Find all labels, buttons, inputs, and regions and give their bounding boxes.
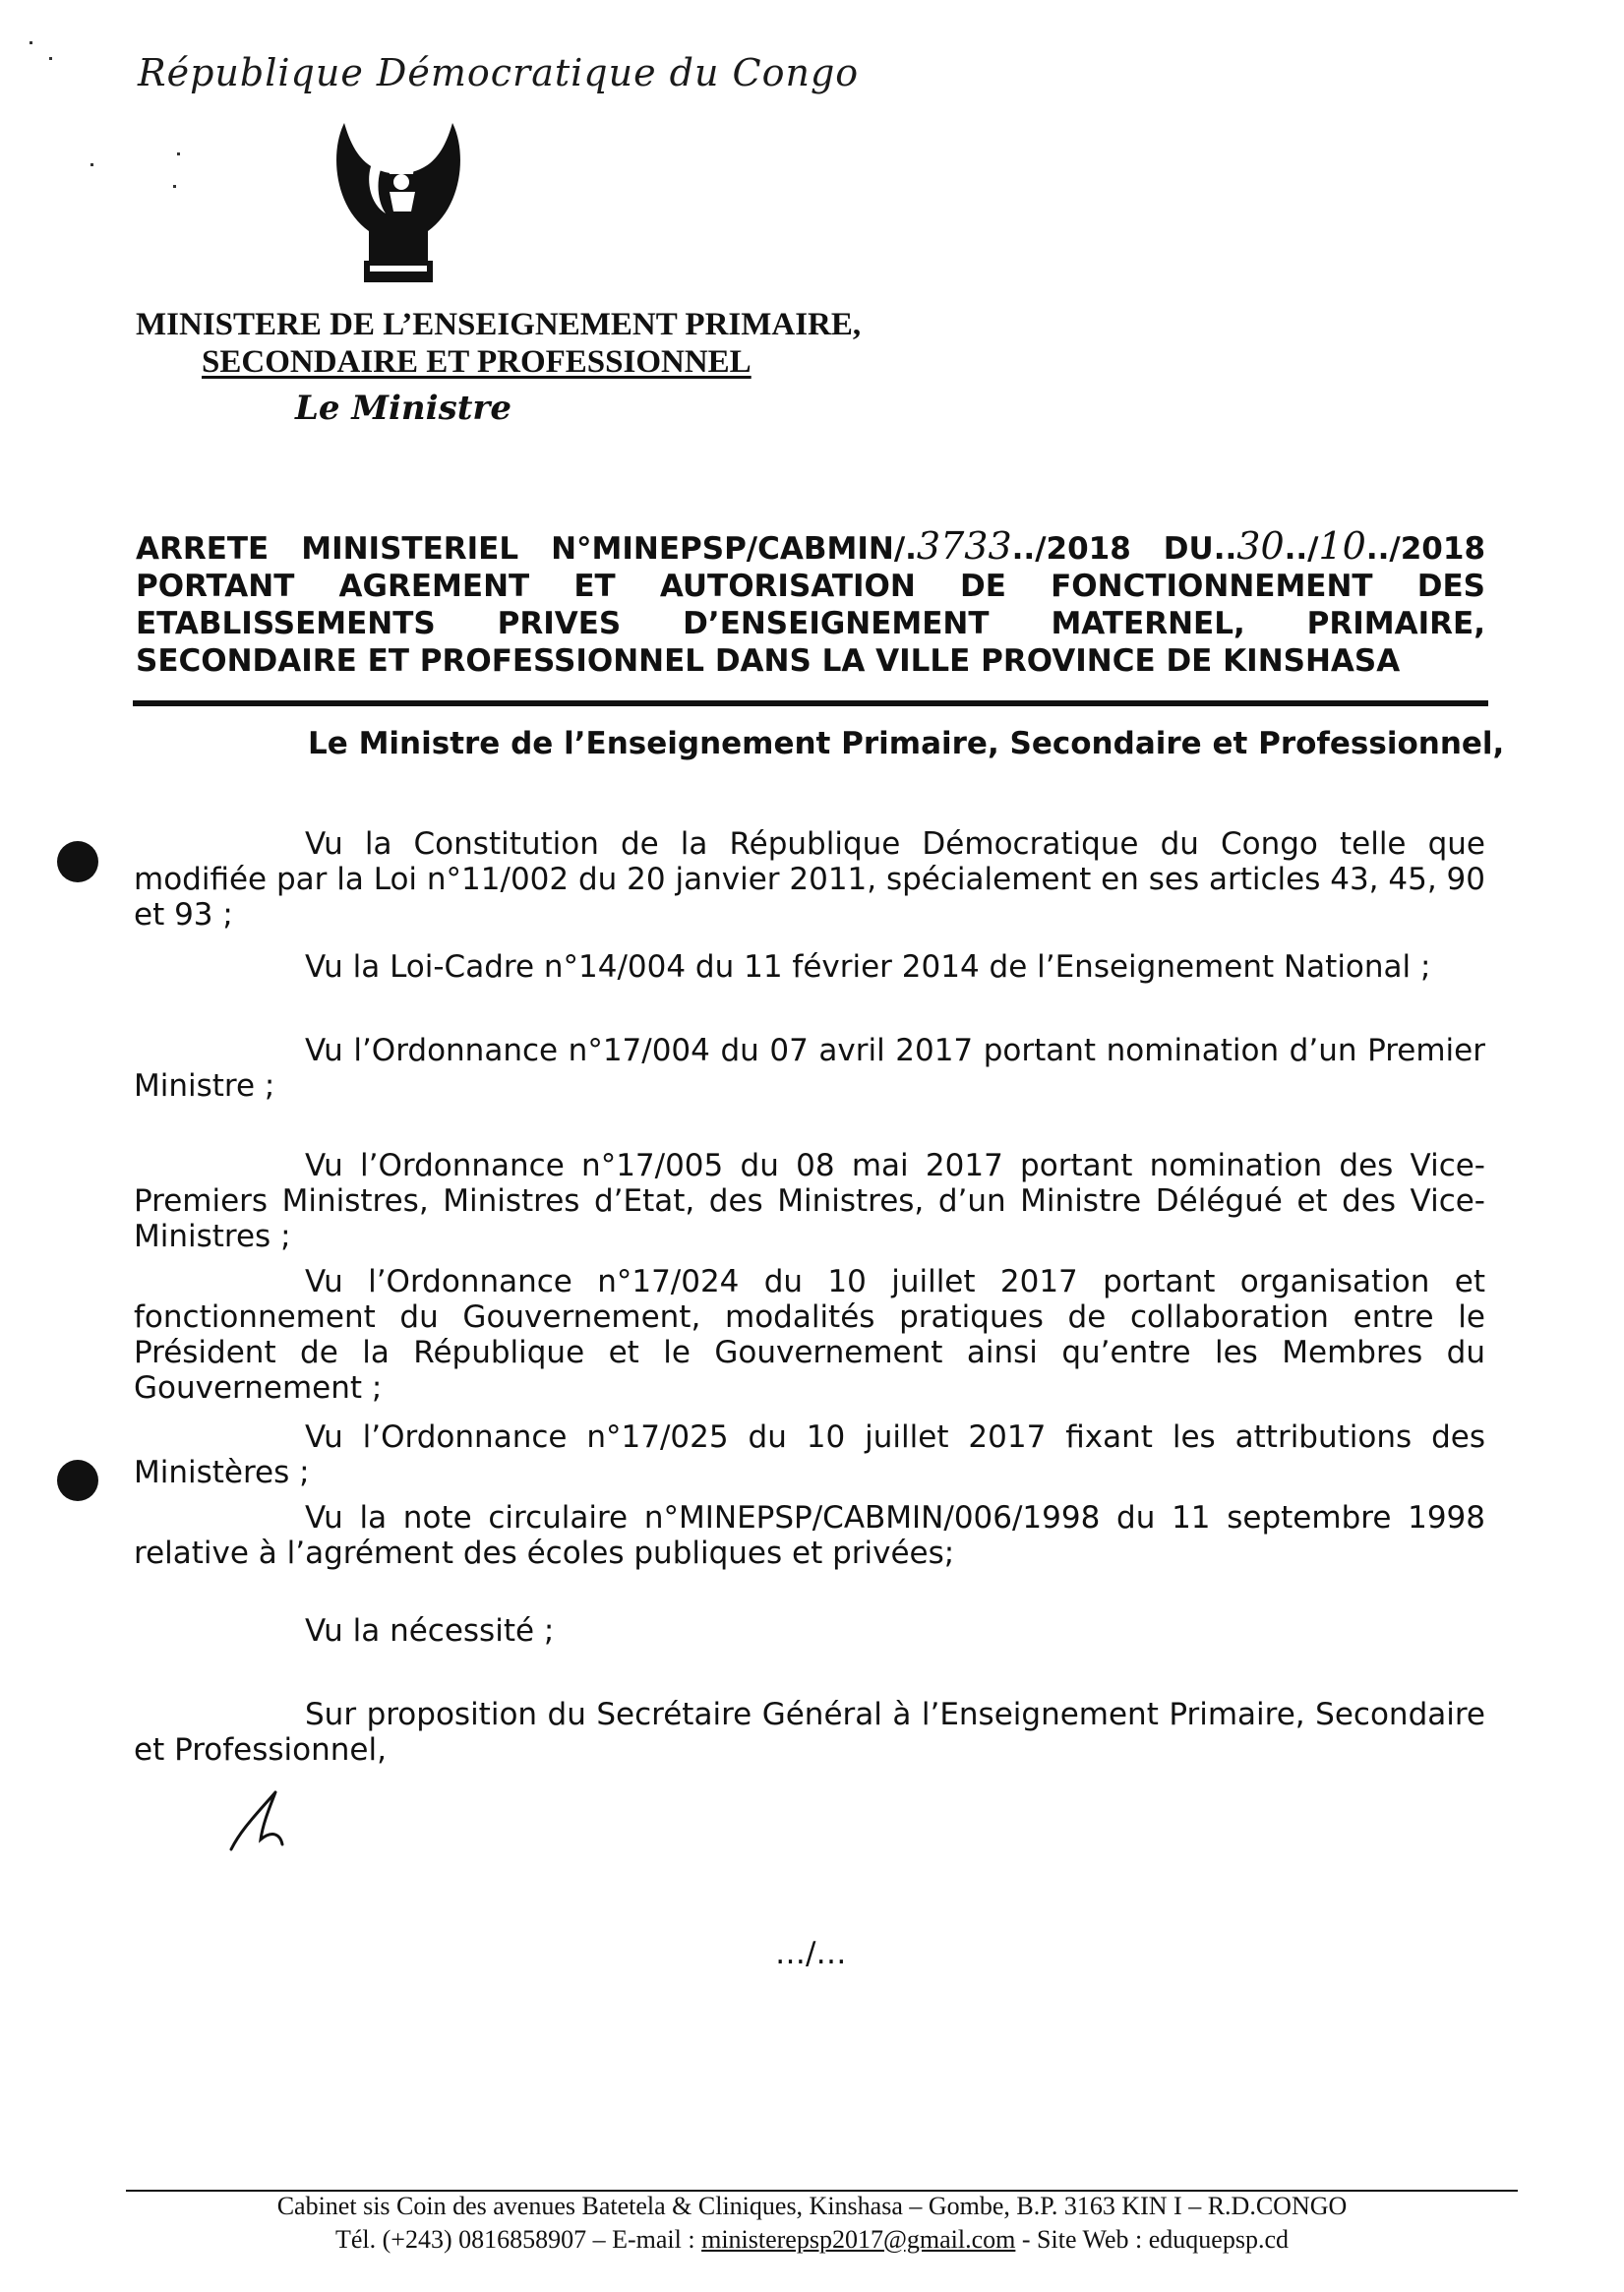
handwritten-initials	[221, 1780, 300, 1859]
scan-speck	[173, 185, 176, 188]
decree-title-line-2: PORTANT AGREMENT ET AUTORISATION DE FONCTIONNEMENT DES	[136, 569, 1485, 604]
recital-paragraph: Vu la note circulaire n°MINEPSP/CABMIN/006/1998 du 11 septembre 1998 relative à l’agrément des écoles publiques et privées;	[134, 1500, 1485, 1571]
title-divider	[133, 700, 1488, 706]
ministry-name-line-1: MINISTERE DE L’ENSEIGNEMENT PRIMAIRE,	[136, 307, 862, 342]
footer-address: Cabinet sis Coin des avenues Batetela & Cliniques, Kinshasa – Gombe, B.P. 3163 KIN I – R.D.CONGO	[276, 2192, 1348, 2220]
handwritten-decree-number: 3733	[916, 524, 1012, 568]
intro-line: Le Ministre de l’Enseignement Primaire, Secondaire et Professionnel,	[308, 726, 1505, 761]
decree-title-line-4: SECONDAIRE ET PROFESSIONNEL DANS LA VILLE PROVINCE DE KINSHASA	[136, 643, 1401, 679]
recital-paragraph: Vu la Loi-Cadre n°14/004 du 11 février 2014 de l’Enseignement National ;	[305, 949, 1431, 985]
footer-website: - Site Web : eduquepsp.cd	[1015, 2225, 1289, 2254]
decree-title-line-1: ARRETE MINISTERIEL N°MINEPSP/CABMIN/.3733../2018 DU..30../10../2018	[136, 524, 1486, 568]
punch-hole-mark	[57, 1460, 98, 1501]
recital-paragraph: Vu la nécessité ;	[305, 1613, 555, 1649]
footer-email-link[interactable]: ministerepsp2017@gmail.com	[701, 2225, 1016, 2254]
decree-title-line-3: ETABLISSEMENTS PRIVES D’ENSEIGNEMENT MATERNEL, PRIMAIRE,	[136, 606, 1485, 641]
scan-speck	[177, 152, 180, 155]
continuation-marker: …/…	[775, 1936, 847, 1971]
recital-paragraph: Sur proposition du Secrétaire Général à l’Enseignement Primaire, Secondaire et Professionnel,	[134, 1697, 1485, 1768]
republic-heading: République Démocratique du Congo	[138, 51, 860, 94]
scan-speck	[30, 41, 32, 44]
recital-paragraph: Vu l’Ordonnance n°17/025 du 10 juillet 2017 fixant les attributions des Ministères ;	[134, 1419, 1485, 1490]
scan-speck	[90, 163, 93, 166]
footer-contact	[0, 2225, 1624, 2255]
coat-of-arms-emblem	[325, 113, 472, 290]
recital-paragraph: Vu l’Ordonnance n°17/024 du 10 juillet 2017 portant organisation et fonctionnement du Gouvernement, modalités pratiques de collaboration entre le Président de la République et le Gouvernement ainsi qu’entre les Membres du Gouvernement ;	[134, 1264, 1485, 1406]
punch-hole-mark	[57, 841, 98, 882]
handwritten-month: 10	[1318, 524, 1366, 568]
footer-phone: Tél. (+243) 0816858907 – E-mail :	[334, 2225, 702, 2254]
recital-paragraph: Vu l’Ordonnance n°17/005 du 08 mai 2017 portant nomination des Vice-Premiers Ministres, Ministres d’Etat, des Ministres, d’un Ministre Délégué et des Vice-Ministres ;	[134, 1148, 1485, 1254]
scan-speck	[49, 57, 52, 60]
ministry-name-line-2: SECONDAIRE ET PROFESSIONNEL	[202, 344, 752, 380]
le-ministre-signature-title: Le Ministre	[295, 389, 511, 428]
decree-title	[136, 524, 1486, 680]
handwritten-day: 30	[1236, 524, 1285, 568]
recital-paragraph: Vu l’Ordonnance n°17/004 du 07 avril 2017 portant nomination d’un Premier Ministre ;	[134, 1033, 1485, 1104]
recital-paragraph: Vu la Constitution de la République Démocratique du Congo telle que modifiée par la Loi n°11/002 du 20 janvier 2011, spécialement en ses articles 43, 45, 90 et 93 ;	[134, 826, 1485, 933]
